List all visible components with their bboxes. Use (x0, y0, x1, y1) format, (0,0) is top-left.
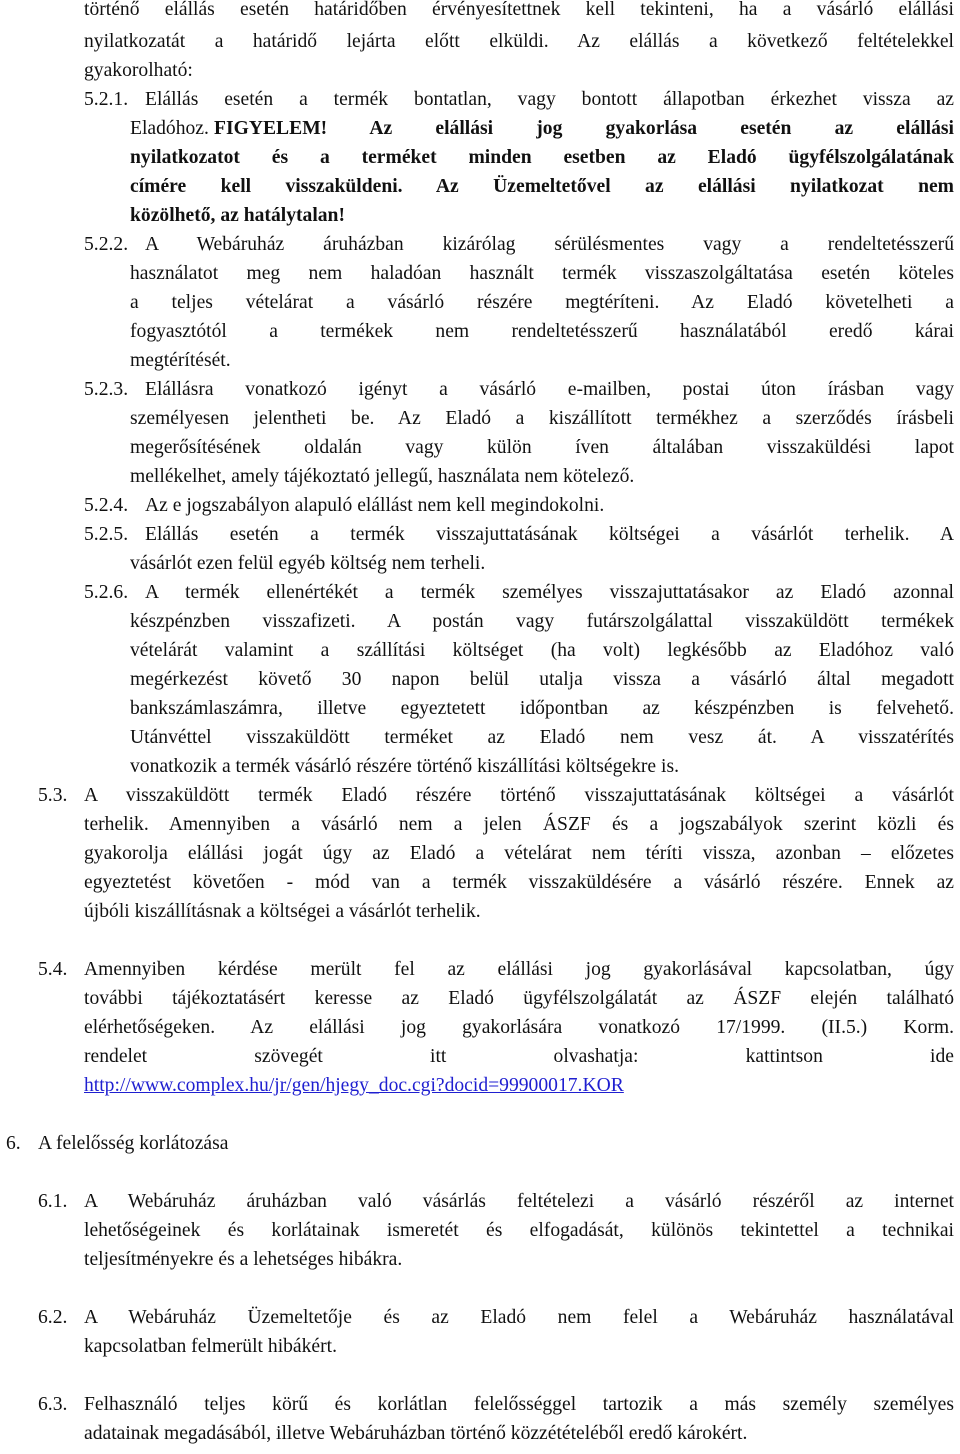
chapter-number: 6. (6, 1133, 21, 1154)
section-number: 6.1. (38, 1191, 68, 1212)
paragraph-line: gyakorolja elállási jogát úgy az Eladó a vételárat nem téríti vissza, azonban – előzetes (84, 843, 954, 864)
paragraph-line: A Webáruház áruházban kizárólag sérülésmentes vagy a rendeltetésszerű (145, 234, 954, 255)
section-number: 5.3. (38, 785, 68, 806)
paragraph-line: bankszámlaszámra, illetve egyeztetett időpontban az készpénzben is felvehető. (130, 698, 954, 719)
section-number: 5.2.3. (84, 379, 129, 400)
paragraph-line: lehetőségeinek és korlátainak ismeretét és elfogadását, különös tekintettel a technikai (84, 1220, 954, 1241)
paragraph-line: gyakorolható: (84, 60, 193, 81)
paragraph-line: Elállásra vonatkozó igényt a vásárló e-mailben, postai úton írásban vagy (145, 379, 954, 400)
paragraph-line: adatainak megadásából, illetve Webáruházban történő közzétételéből eredő károkért. (84, 1423, 748, 1444)
paragraph-line: rendelet szövegét itt olvashatja: kattintson ide (84, 1046, 954, 1067)
paragraph-line: vonatkozik a termék vásárló részére történő kiszállítási költségekre is. (130, 756, 679, 777)
paragraph-line: Felhasználó teljes körű és korlátlan felelősséggel tartozik a más személy személyes (84, 1394, 954, 1415)
paragraph-line: vásárlót ezen felül egyéb költség nem terheli. (130, 553, 486, 574)
paragraph-line: további tájékoztatásért keresse az Eladó ügyfélszolgálatát az ÁSZF elején található (84, 988, 954, 1009)
paragraph-line: vételárát valamint a szállítási költséget (ha volt) legkésőbb az Eladóhoz való (130, 640, 954, 661)
paragraph-line (130, 119, 954, 139)
paragraph-line: A Webáruház Üzemeltetője és az Eladó nem felel a Webáruház használatával (84, 1307, 954, 1328)
section-number: 6.2. (38, 1307, 68, 1328)
paragraph-line (84, 1076, 624, 1096)
section-number: 5.2.1. (84, 89, 129, 110)
paragraph-line: megérkezést követő 30 napon belül utalja vissza a vásárló által megadott (130, 669, 954, 690)
paragraph-line: a teljes vételárat a vásárló részére megtéríteni. Az Eladó követelheti a (130, 292, 954, 313)
paragraph-line: megerősítésének oldalán vagy külön íven általában visszaküldési lapot (130, 437, 954, 458)
paragraph-line: Az e jogszabályon alapuló elállást nem kell megindokolni. (145, 495, 605, 516)
paragraph-line: A visszaküldött termék Eladó részére történő visszajuttatásának költségei a vásárlót (84, 785, 954, 806)
paragraph-line: terhelik. Amennyiben a vásárló nem a jelen ÁSZF és a jogszabályok szerint közli és (84, 814, 954, 835)
paragraph-line: személyesen jelentheti be. Az Eladó a kiszállított termékhez a szerződés írásbeli (130, 408, 954, 429)
paragraph-line: mellékelhet, amely tájékoztató jellegű, használata nem kötelező. (130, 466, 635, 487)
paragraph-line: történő elállás esetén határidőben érvényesítettnek kell tekinteni, ha a vásárló elállási (84, 0, 954, 20)
paragraph-line: egyeztetést követően - mód van a termék visszaküldésére a vásárló részére. Ennek az (84, 872, 954, 893)
paragraph-line: nyilatkozatát a határidő lejárta előtt elküldi. Az elállás a következő feltételekkel (84, 31, 954, 52)
paragraph-line: használatot meg nem haladóan használt termék visszaszolgáltatása esetén köteles (130, 263, 954, 284)
warning-line: címére kell visszaküldeni. Az Üzemeltetővel az elállási nyilatkozat nem (130, 176, 954, 197)
warning-text: FIGYELEM! Az elállási jog gyakorlása esetén az elállási (214, 118, 954, 139)
paragraph-line: készpénzben visszafizeti. A postán vagy futárszolgálattal visszaküldött termékek (130, 611, 954, 632)
paragraph-line: A Webáruház áruházban való vásárlás feltételezi a vásárló részéről az internet (84, 1191, 954, 1212)
paragraph-line: Amennyiben kérdése merült fel az elállási jog gyakorlásával kapcsolatban, úgy (84, 959, 954, 980)
paragraph-line: újbóli kiszállításnak a költségei a vásárlót terhelik. (84, 901, 481, 922)
warning-line: közölhető, az hatálytalan! (130, 205, 345, 226)
section-number: 5.4. (38, 959, 68, 980)
paragraph-line: A termék ellenértékét a termék személyes visszajuttatásakor az Eladó azonnal (145, 582, 954, 603)
section-number: 5.2.2. (84, 234, 129, 255)
section-number: 5.2.4. (84, 495, 129, 516)
paragraph-line: Utánvéttel visszaküldött terméket az Eladó nem vesz át. A visszatérítés (130, 727, 954, 748)
paragraph-line: Elállás esetén a termék bontatlan, vagy bontott állapotban érkezhet vissza az (145, 89, 954, 110)
decree-link[interactable]: http://www.complex.hu/jr/gen/hjegy_doc.cgi?docid=99900017.KOR (84, 1075, 624, 1096)
section-number: 5.2.6. (84, 582, 129, 603)
section-number: 6.3. (38, 1394, 68, 1415)
paragraph-line: fogyasztótól a termékek nem rendeltetésszerű használatából eredő kárai (130, 321, 954, 342)
paragraph-line: elérhetőségeken. Az elállási jog gyakorlására vonatkozó 17/1999. (II.5.) Korm. (84, 1017, 954, 1038)
paragraph-line: teljesítményekre és a lehetséges hibákra. (84, 1249, 403, 1270)
chapter-title: A felelősség korlátozása (38, 1133, 229, 1154)
paragraph-line: kapcsolatban felmerült hibákért. (84, 1336, 337, 1357)
section-number: 5.2.5. (84, 524, 129, 545)
paragraph-line: Elállás esetén a termék visszajuttatásának költségei a vásárlót terhelik. A (145, 524, 954, 545)
warning-line: nyilatkozatot és a terméket minden esetben az Eladó ügyfélszolgálatának (130, 147, 954, 168)
plain-text: Eladóhoz. (130, 118, 209, 139)
paragraph-line: megtérítését. (130, 350, 231, 371)
